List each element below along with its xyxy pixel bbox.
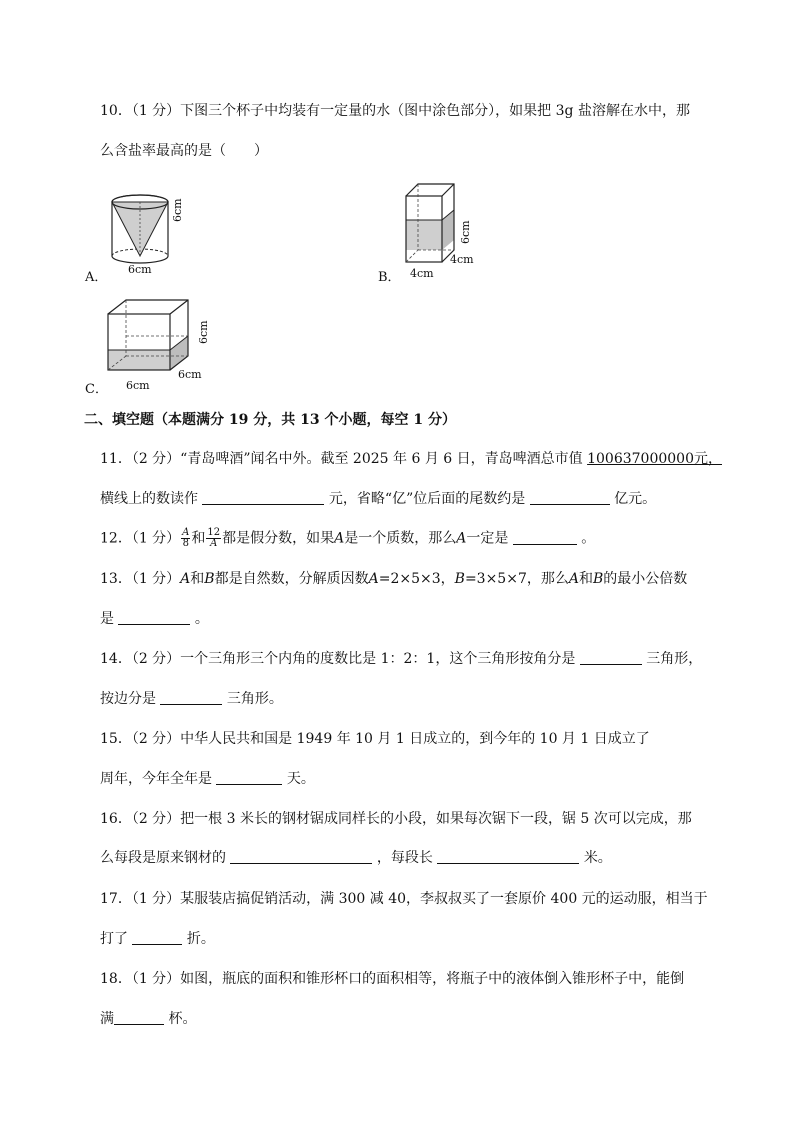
- q14-line1b: 三角形，: [646, 651, 703, 667]
- q14-line2b: 三角形。: [226, 691, 283, 707]
- q16-line2a: 么每段是原来钢材的: [100, 850, 226, 866]
- q13-and-2: 和: [578, 571, 593, 587]
- q11-line2b: 元，省略“亿”位后面的尾数约是: [328, 491, 526, 507]
- q15-line2b: 天。: [286, 771, 315, 787]
- figure-c-height-label: 6cm: [197, 320, 210, 344]
- q18-line2b: 杯。: [168, 1011, 197, 1027]
- q18-line2a: 满: [100, 1011, 114, 1027]
- q12-blank[interactable]: [513, 530, 577, 545]
- q12-text2: 是一个质数，那么: [344, 530, 457, 547]
- q13-var-b2: B: [454, 571, 465, 587]
- q16-blank-fraction[interactable]: [230, 849, 372, 864]
- q11-blank-approx[interactable]: [530, 490, 610, 505]
- q14-line1: [100, 649, 702, 669]
- q17-blank-discount[interactable]: [132, 930, 182, 945]
- q17-line2b: 折。: [186, 931, 215, 947]
- q13-var-a3: A: [568, 571, 579, 587]
- q13-and-1: 和: [190, 571, 205, 587]
- q12-text3: 一定是: [466, 530, 509, 547]
- figure-b-cuboid[interactable]: [398, 180, 488, 280]
- q12-frac2-den: A: [210, 538, 218, 549]
- figure-a-height-label: 6cm: [171, 198, 184, 222]
- q12-var-1: A: [334, 530, 345, 547]
- q17-line1: 17．（1 分）某服装店搞促销活动，满 300 减 40，李叔叔买了一套原价 400 元的运动服，相当于: [100, 891, 708, 907]
- figure-b-width-label: 4cm: [410, 267, 434, 280]
- figure-c-depth-label: 6cm: [178, 368, 202, 381]
- q13-line2: [100, 609, 209, 629]
- q11-line2: [100, 489, 656, 509]
- q14-blank-angle[interactable]: [580, 650, 642, 665]
- q13-eq-b: =3×5×7，那么: [464, 571, 569, 587]
- q15-line2a: 周年，今年全年是: [100, 771, 212, 787]
- q12-fraction-1: [181, 528, 190, 549]
- q13-line2a: 是: [100, 611, 114, 627]
- q11-blank-reading[interactable]: [202, 490, 324, 505]
- q18-blank-cups[interactable]: [114, 1010, 164, 1025]
- q13-var-b1: B: [204, 571, 215, 587]
- q12-prefix: 12．（1 分）: [100, 530, 181, 547]
- q15-line1: 15．（2 分）中华人民共和国是 1949 年 10 月 1 日成立的，到今年的 10 月 1 日成立了: [100, 731, 650, 747]
- q16-line2: [100, 848, 612, 868]
- q15-blank-days[interactable]: [216, 770, 282, 785]
- q18-line2: [100, 1009, 196, 1029]
- q16-line2b: ，每段长: [376, 850, 433, 866]
- q13-text: 都是自然数，分解质因数: [214, 571, 369, 587]
- q10-text-line2: 么含盐率最高的是（ ）: [100, 143, 268, 159]
- q12-line: [100, 528, 595, 549]
- q12-var-2: A: [456, 530, 467, 547]
- figure-b-depth-label: 4cm: [450, 253, 474, 266]
- q13-line2b: 。: [194, 611, 209, 627]
- option-c-label[interactable]: C．: [85, 382, 108, 397]
- q13-prefix: 13．（1 分）: [100, 571, 181, 587]
- q17-line2: [100, 929, 215, 949]
- q14-line2a: 按边分是: [100, 691, 156, 707]
- q16-line1: 16．（2 分）把一根 3 米长的钢材锯成同样长的小段，如果每次锯下一段，锯 5 次可以完成，那: [100, 811, 692, 827]
- option-b-label[interactable]: B．: [378, 270, 401, 285]
- q13-blank[interactable]: [118, 610, 190, 625]
- q14-blank-side[interactable]: [160, 690, 222, 705]
- figure-a-width-label: 6cm: [128, 263, 152, 276]
- q13-var-b3: B: [592, 571, 604, 587]
- q11-number: 100637000000: [587, 451, 694, 467]
- figure-b-height-label: 6cm: [459, 220, 472, 244]
- q14-line1a: 14．（2 分）一个三角形三个内角的度数比是 1：2：1，这个三角形按角分是: [100, 651, 576, 667]
- q12-frac2-num: 12: [207, 527, 221, 538]
- q13-eq-a: =2×5×3，: [378, 571, 455, 587]
- q12-fraction-2: [206, 528, 221, 549]
- option-a-label[interactable]: A．: [85, 270, 108, 285]
- q11-suffix: 元，: [693, 451, 722, 467]
- q16-line2c: 米。: [583, 850, 612, 866]
- section-title: 二、填空题（本题满分 19 分，共 13 个小题，每空 1 分）: [84, 412, 456, 428]
- q11-line2a: 横线上的数读作: [100, 491, 198, 507]
- q12-frac1-num: A: [182, 527, 190, 538]
- figure-a-cylinder[interactable]: [100, 190, 210, 285]
- q12-text: 都是假分数，如果: [222, 530, 335, 547]
- q12-and: 和: [191, 530, 206, 547]
- q13-line1: [100, 569, 687, 589]
- q13-end1: 的最小公倍数: [603, 571, 688, 587]
- q18-line1: 18．（1 分）如图，瓶底的面积和锥形杯口的面积相等，将瓶子中的液体倒入锥形杯子中，能倒: [100, 971, 685, 987]
- q11-line2c: 亿元。: [614, 491, 657, 507]
- q17-line2a: 打了: [100, 931, 128, 947]
- q13-var-a1: A: [180, 571, 191, 587]
- q14-line2: [100, 689, 283, 709]
- q11-prefix: 11．（2 分）“青岛啤酒”闻名中外。截至 2025 年 6 月 6 日，青岛啤酒总市值: [100, 451, 588, 467]
- q12-frac1-den: 8: [182, 538, 189, 549]
- figure-c-width-label: 6cm: [126, 379, 150, 392]
- q10-text-line1: 10．（1 分）下图三个杯子中均装有一定量的水（图中涂色部分），如果把 3g 盐溶解在水中，那: [100, 103, 690, 119]
- q15-line2: [100, 769, 315, 789]
- q11-line1: [100, 449, 722, 469]
- q12-end: 。: [581, 530, 596, 547]
- q16-blank-length[interactable]: [437, 849, 579, 864]
- q13-var-a2: A: [368, 571, 379, 587]
